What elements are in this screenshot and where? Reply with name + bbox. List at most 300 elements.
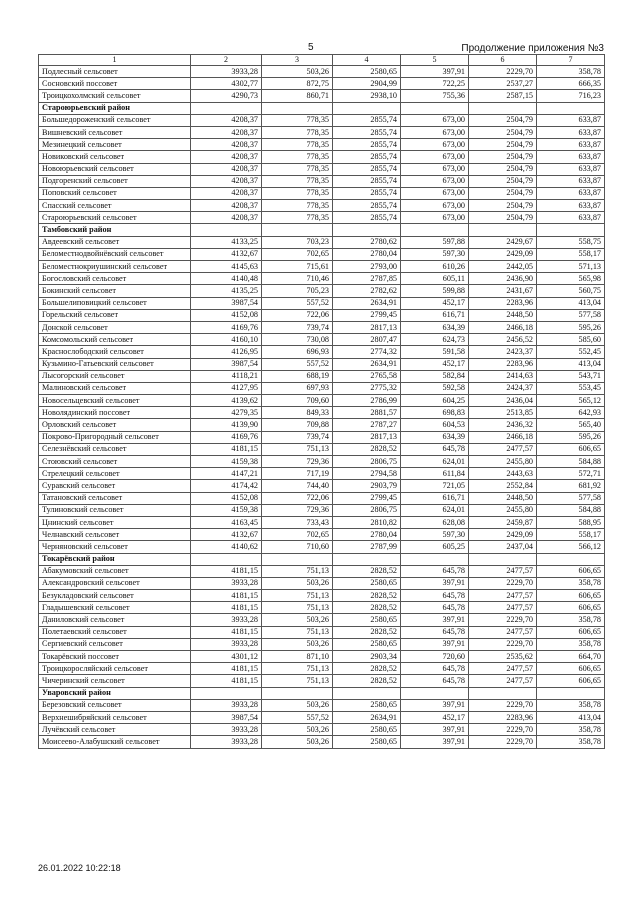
value-cell: 4135,25 — [191, 285, 262, 297]
value-cell: 722,06 — [262, 492, 333, 504]
value-cell: 702,65 — [262, 529, 333, 541]
table-row — [39, 212, 605, 224]
value-cell: 3933,28 — [191, 614, 262, 626]
value-cell: 673,00 — [401, 175, 469, 187]
value-cell: 558,17 — [537, 248, 605, 260]
settlement-name: Горельский сельсовет — [39, 309, 191, 321]
value-cell: 2794,58 — [333, 468, 401, 480]
empty-cell — [191, 224, 262, 236]
value-cell: 2580,65 — [333, 736, 401, 748]
value-cell: 716,23 — [537, 90, 605, 102]
settlement-name: Спасский сельсовет — [39, 200, 191, 212]
value-cell: 2414,63 — [469, 370, 537, 382]
value-cell: 642,93 — [537, 407, 605, 419]
column-number: 3 — [262, 55, 333, 66]
value-cell: 730,08 — [262, 334, 333, 346]
value-cell: 778,35 — [262, 212, 333, 224]
table-row — [39, 321, 605, 333]
empty-cell — [333, 687, 401, 699]
value-cell: 397,91 — [401, 699, 469, 711]
value-cell: 503,26 — [262, 614, 333, 626]
value-cell: 2436,32 — [469, 419, 537, 431]
table-row — [39, 577, 605, 589]
value-cell: 582,84 — [401, 370, 469, 382]
value-cell: 2477,57 — [469, 675, 537, 687]
table-row — [39, 309, 605, 321]
value-cell: 703,23 — [262, 236, 333, 248]
value-cell: 503,26 — [262, 724, 333, 736]
value-cell: 397,91 — [401, 66, 469, 78]
table-row — [39, 590, 605, 602]
table-row — [39, 66, 605, 78]
settlement-name: Бокинский сельсовет — [39, 285, 191, 297]
value-cell: 645,78 — [401, 602, 469, 614]
value-cell: 2855,74 — [333, 126, 401, 138]
value-cell: 860,71 — [262, 90, 333, 102]
value-cell: 2806,75 — [333, 504, 401, 516]
value-cell: 633,87 — [537, 212, 605, 224]
value-cell: 2580,65 — [333, 577, 401, 589]
value-cell: 565,40 — [537, 419, 605, 431]
value-cell: 2229,70 — [469, 699, 537, 711]
value-cell: 645,78 — [401, 443, 469, 455]
value-cell: 751,13 — [262, 626, 333, 638]
value-cell: 2780,62 — [333, 236, 401, 248]
value-cell: 729,36 — [262, 504, 333, 516]
value-cell: 2423,37 — [469, 346, 537, 358]
value-cell: 358,78 — [537, 699, 605, 711]
value-cell: 4159,38 — [191, 504, 262, 516]
value-cell: 722,06 — [262, 309, 333, 321]
value-cell: 778,35 — [262, 200, 333, 212]
value-cell: 2765,58 — [333, 370, 401, 382]
value-cell: 4126,95 — [191, 346, 262, 358]
value-cell: 2429,09 — [469, 529, 537, 541]
settlement-name: Беломестнодвойнёвский сельсовет — [39, 248, 191, 260]
settlement-name: Большедороженский сельсовет — [39, 114, 191, 126]
value-cell: 2283,96 — [469, 297, 537, 309]
value-cell: 2903,79 — [333, 480, 401, 492]
value-cell: 2580,65 — [333, 724, 401, 736]
value-cell: 358,78 — [537, 724, 605, 736]
value-cell: 413,04 — [537, 711, 605, 723]
settlement-name: Новолядинский поссовет — [39, 407, 191, 419]
value-cell: 503,26 — [262, 577, 333, 589]
empty-cell — [537, 553, 605, 565]
value-cell: 2437,04 — [469, 541, 537, 553]
value-cell: 358,78 — [537, 577, 605, 589]
value-cell: 645,78 — [401, 626, 469, 638]
value-cell: 778,35 — [262, 163, 333, 175]
value-cell: 2436,90 — [469, 273, 537, 285]
value-cell: 558,75 — [537, 236, 605, 248]
value-cell: 2855,74 — [333, 151, 401, 163]
value-cell: 4133,25 — [191, 236, 262, 248]
value-cell: 605,11 — [401, 273, 469, 285]
settlement-name: Мезинецкий сельсовет — [39, 139, 191, 151]
value-cell: 2477,57 — [469, 663, 537, 675]
value-cell: 2424,37 — [469, 382, 537, 394]
empty-cell — [401, 687, 469, 699]
settlement-name: Новосельцевский сельсовет — [39, 395, 191, 407]
empty-cell — [262, 224, 333, 236]
empty-cell — [537, 224, 605, 236]
table-row — [39, 151, 605, 163]
settlement-name: Вишневский сельсовет — [39, 126, 191, 138]
table-row — [39, 248, 605, 260]
table-row — [39, 273, 605, 285]
value-cell: 4174,42 — [191, 480, 262, 492]
value-cell: 4208,37 — [191, 151, 262, 163]
value-cell: 645,78 — [401, 675, 469, 687]
value-cell: 3987,54 — [191, 711, 262, 723]
value-cell: 2828,52 — [333, 443, 401, 455]
value-cell: 4279,35 — [191, 407, 262, 419]
value-cell: 577,58 — [537, 492, 605, 504]
settlement-name: Орловский сельсовет — [39, 419, 191, 431]
value-cell: 2535,62 — [469, 651, 537, 663]
value-cell: 604,53 — [401, 419, 469, 431]
value-cell: 2229,70 — [469, 724, 537, 736]
table-row — [39, 163, 605, 175]
value-cell: 2775,32 — [333, 382, 401, 394]
table-row — [39, 187, 605, 199]
value-cell: 2787,99 — [333, 541, 401, 553]
value-cell: 717,19 — [262, 468, 333, 480]
value-cell: 577,58 — [537, 309, 605, 321]
settlement-name: Моисеево-Алабушский сельсовет — [39, 736, 191, 748]
value-cell: 552,45 — [537, 346, 605, 358]
settlement-name: Беломестнокриушинский сельсовет — [39, 261, 191, 273]
value-cell: 633,87 — [537, 187, 605, 199]
value-cell: 673,00 — [401, 187, 469, 199]
table-row — [39, 358, 605, 370]
value-cell: 729,36 — [262, 456, 333, 468]
value-cell: 2855,74 — [333, 187, 401, 199]
settlement-name: Новоюрьевский сельсовет — [39, 163, 191, 175]
value-cell: 2634,91 — [333, 711, 401, 723]
table-row — [39, 346, 605, 358]
empty-cell — [401, 102, 469, 114]
value-cell: 606,65 — [537, 602, 605, 614]
value-cell: 4208,37 — [191, 212, 262, 224]
value-cell: 588,95 — [537, 516, 605, 528]
value-cell: 3933,28 — [191, 66, 262, 78]
tariff-table — [38, 54, 605, 749]
value-cell: 778,35 — [262, 151, 333, 163]
value-cell: 616,71 — [401, 492, 469, 504]
value-cell: 2504,79 — [469, 212, 537, 224]
value-cell: 2477,57 — [469, 626, 537, 638]
settlement-name: Донской сельсовет — [39, 321, 191, 333]
settlement-name: Комсомольский сельсовет — [39, 334, 191, 346]
value-cell: 610,26 — [401, 261, 469, 273]
district-header-row — [39, 687, 605, 699]
value-cell: 664,70 — [537, 651, 605, 663]
value-cell: 503,26 — [262, 699, 333, 711]
settlement-name: Кузьмино-Гатьевский сельсовет — [39, 358, 191, 370]
value-cell: 673,00 — [401, 212, 469, 224]
column-number: 6 — [469, 55, 537, 66]
value-cell: 557,52 — [262, 358, 333, 370]
value-cell: 2780,04 — [333, 529, 401, 541]
district-header-row — [39, 553, 605, 565]
value-cell: 2855,74 — [333, 139, 401, 151]
value-cell: 634,39 — [401, 431, 469, 443]
district-header-row — [39, 102, 605, 114]
appendix-caption: Продолжение приложения №3 — [461, 43, 604, 54]
value-cell: 673,00 — [401, 114, 469, 126]
value-cell: 739,74 — [262, 431, 333, 443]
column-number: 2 — [191, 55, 262, 66]
value-cell: 358,78 — [537, 638, 605, 650]
value-cell: 2229,70 — [469, 66, 537, 78]
value-cell: 666,35 — [537, 78, 605, 90]
settlement-name: Краснослободский сельсовет — [39, 346, 191, 358]
value-cell: 557,52 — [262, 297, 333, 309]
value-cell: 673,00 — [401, 200, 469, 212]
value-cell: 633,87 — [537, 151, 605, 163]
value-cell: 572,71 — [537, 468, 605, 480]
table-row — [39, 395, 605, 407]
value-cell: 3933,28 — [191, 699, 262, 711]
settlement-name: Верхнешибряйский сельсовет — [39, 711, 191, 723]
value-cell: 673,00 — [401, 126, 469, 138]
settlement-name: Гладышевский сельсовет — [39, 602, 191, 614]
table-row — [39, 565, 605, 577]
settlement-name: Чичеринский сельсовет — [39, 675, 191, 687]
settlement-name: Поповский сельсовет — [39, 187, 191, 199]
value-cell: 2828,52 — [333, 602, 401, 614]
value-cell: 2448,50 — [469, 492, 537, 504]
value-cell: 413,04 — [537, 297, 605, 309]
value-cell: 560,75 — [537, 285, 605, 297]
value-cell: 2429,67 — [469, 236, 537, 248]
table-row — [39, 651, 605, 663]
district-name: Тамбовский район — [39, 224, 191, 236]
value-cell: 616,71 — [401, 309, 469, 321]
table-row — [39, 468, 605, 480]
value-cell: 698,83 — [401, 407, 469, 419]
value-cell: 4301,12 — [191, 651, 262, 663]
table-row — [39, 480, 605, 492]
settlement-name: Полетаевский сельсовет — [39, 626, 191, 638]
settlement-name: Большелиповицкий сельсовет — [39, 297, 191, 309]
settlement-name: Троицкоросляйский сельсовет — [39, 663, 191, 675]
empty-cell — [469, 553, 537, 565]
value-cell: 584,88 — [537, 504, 605, 516]
value-cell: 2477,57 — [469, 565, 537, 577]
value-cell: 4208,37 — [191, 163, 262, 175]
value-cell: 628,08 — [401, 516, 469, 528]
value-cell: 4132,67 — [191, 529, 262, 541]
settlement-name: Стоювский сельсовет — [39, 456, 191, 468]
value-cell: 558,17 — [537, 529, 605, 541]
empty-cell — [469, 102, 537, 114]
table-row — [39, 370, 605, 382]
value-cell: 751,13 — [262, 565, 333, 577]
value-cell: 2504,79 — [469, 126, 537, 138]
value-cell: 733,43 — [262, 516, 333, 528]
district-name: Староюрьевский район — [39, 102, 191, 114]
value-cell: 4181,15 — [191, 443, 262, 455]
value-cell: 2504,79 — [469, 114, 537, 126]
value-cell: 604,25 — [401, 395, 469, 407]
value-cell: 755,36 — [401, 90, 469, 102]
value-cell: 565,12 — [537, 395, 605, 407]
table-row — [39, 175, 605, 187]
value-cell: 2229,70 — [469, 638, 537, 650]
settlement-name: Александровский сельсовет — [39, 577, 191, 589]
value-cell: 4127,95 — [191, 382, 262, 394]
value-cell: 2455,80 — [469, 504, 537, 516]
table-row — [39, 261, 605, 273]
value-cell: 633,87 — [537, 139, 605, 151]
settlement-name: Токарёвский поссовет — [39, 651, 191, 663]
table-row — [39, 78, 605, 90]
value-cell: 4139,90 — [191, 419, 262, 431]
value-cell: 4181,15 — [191, 675, 262, 687]
value-cell: 2580,65 — [333, 614, 401, 626]
district-name: Уваровский район — [39, 687, 191, 699]
value-cell: 503,26 — [262, 638, 333, 650]
value-cell: 778,35 — [262, 139, 333, 151]
value-cell: 584,88 — [537, 456, 605, 468]
settlement-name: Татановский сельсовет — [39, 492, 191, 504]
value-cell: 2459,87 — [469, 516, 537, 528]
value-cell: 591,58 — [401, 346, 469, 358]
settlement-name: Челнавский сельсовет — [39, 529, 191, 541]
value-cell: 2443,63 — [469, 468, 537, 480]
value-cell: 3987,54 — [191, 358, 262, 370]
value-cell: 358,78 — [537, 66, 605, 78]
settlement-name: Лысогорский сельсовет — [39, 370, 191, 382]
settlement-name: Троицкохолмский сельсовет — [39, 90, 191, 102]
value-cell: 871,10 — [262, 651, 333, 663]
value-cell: 2634,91 — [333, 358, 401, 370]
table-row — [39, 626, 605, 638]
value-cell: 2580,65 — [333, 638, 401, 650]
value-cell: 4181,15 — [191, 626, 262, 638]
value-cell: 4169,76 — [191, 431, 262, 443]
value-cell: 633,87 — [537, 163, 605, 175]
value-cell: 2786,99 — [333, 395, 401, 407]
table-row — [39, 638, 605, 650]
value-cell: 397,91 — [401, 577, 469, 589]
value-cell: 624,73 — [401, 334, 469, 346]
value-cell: 681,92 — [537, 480, 605, 492]
value-cell: 611,84 — [401, 468, 469, 480]
value-cell: 697,93 — [262, 382, 333, 394]
empty-cell — [333, 224, 401, 236]
value-cell: 595,26 — [537, 431, 605, 443]
value-cell: 2855,74 — [333, 163, 401, 175]
value-cell: 4140,62 — [191, 541, 262, 553]
value-cell: 2782,62 — [333, 285, 401, 297]
value-cell: 2587,15 — [469, 90, 537, 102]
value-cell: 715,61 — [262, 261, 333, 273]
value-cell: 4208,37 — [191, 175, 262, 187]
empty-cell — [191, 687, 262, 699]
column-number-row — [39, 55, 605, 66]
value-cell: 2431,67 — [469, 285, 537, 297]
settlement-name: Новиковский сельсовет — [39, 151, 191, 163]
table-row — [39, 456, 605, 468]
table-body — [39, 66, 605, 749]
value-cell: 645,78 — [401, 565, 469, 577]
value-cell: 2904,99 — [333, 78, 401, 90]
table-row — [39, 711, 605, 723]
column-number: 4 — [333, 55, 401, 66]
empty-cell — [262, 553, 333, 565]
value-cell: 721,05 — [401, 480, 469, 492]
value-cell: 778,35 — [262, 114, 333, 126]
value-cell: 673,00 — [401, 163, 469, 175]
value-cell: 597,88 — [401, 236, 469, 248]
table-row — [39, 236, 605, 248]
settlement-name: Безукладовский сельсовет — [39, 590, 191, 602]
settlement-name: Сосновский поссовет — [39, 78, 191, 90]
value-cell: 2828,52 — [333, 626, 401, 638]
value-cell: 606,65 — [537, 675, 605, 687]
empty-cell — [191, 102, 262, 114]
table-row — [39, 297, 605, 309]
value-cell: 2436,04 — [469, 395, 537, 407]
value-cell: 634,39 — [401, 321, 469, 333]
value-cell: 606,65 — [537, 663, 605, 675]
value-cell: 3933,28 — [191, 638, 262, 650]
settlement-name: Черняновский сельсовет — [39, 541, 191, 553]
value-cell: 2429,09 — [469, 248, 537, 260]
value-cell: 452,17 — [401, 297, 469, 309]
settlement-name: Подлесный сельсовет — [39, 66, 191, 78]
value-cell: 710,60 — [262, 541, 333, 553]
value-cell: 744,40 — [262, 480, 333, 492]
value-cell: 3933,28 — [191, 736, 262, 748]
value-cell: 2810,82 — [333, 516, 401, 528]
value-cell: 2477,57 — [469, 590, 537, 602]
value-cell: 4181,15 — [191, 663, 262, 675]
empty-cell — [401, 224, 469, 236]
value-cell: 2552,84 — [469, 480, 537, 492]
value-cell: 2855,74 — [333, 114, 401, 126]
value-cell: 397,91 — [401, 638, 469, 650]
value-cell: 688,19 — [262, 370, 333, 382]
value-cell: 751,13 — [262, 602, 333, 614]
table-row — [39, 443, 605, 455]
value-cell: 3933,28 — [191, 724, 262, 736]
value-cell: 4208,37 — [191, 139, 262, 151]
value-cell: 2504,79 — [469, 175, 537, 187]
value-cell: 606,65 — [537, 626, 605, 638]
settlement-name: Подгоренский сельсовет — [39, 175, 191, 187]
settlement-name: Покрово-Пригородный сельсовет — [39, 431, 191, 443]
value-cell: 3987,54 — [191, 297, 262, 309]
value-cell: 2774,32 — [333, 346, 401, 358]
value-cell: 2477,57 — [469, 602, 537, 614]
table-row — [39, 602, 605, 614]
value-cell: 452,17 — [401, 358, 469, 370]
value-cell: 397,91 — [401, 736, 469, 748]
table-row — [39, 431, 605, 443]
value-cell: 2903,34 — [333, 651, 401, 663]
value-cell: 2855,74 — [333, 212, 401, 224]
value-cell: 2537,27 — [469, 78, 537, 90]
value-cell: 557,52 — [262, 711, 333, 723]
value-cell: 4290,73 — [191, 90, 262, 102]
table-row — [39, 504, 605, 516]
value-cell: 751,13 — [262, 590, 333, 602]
